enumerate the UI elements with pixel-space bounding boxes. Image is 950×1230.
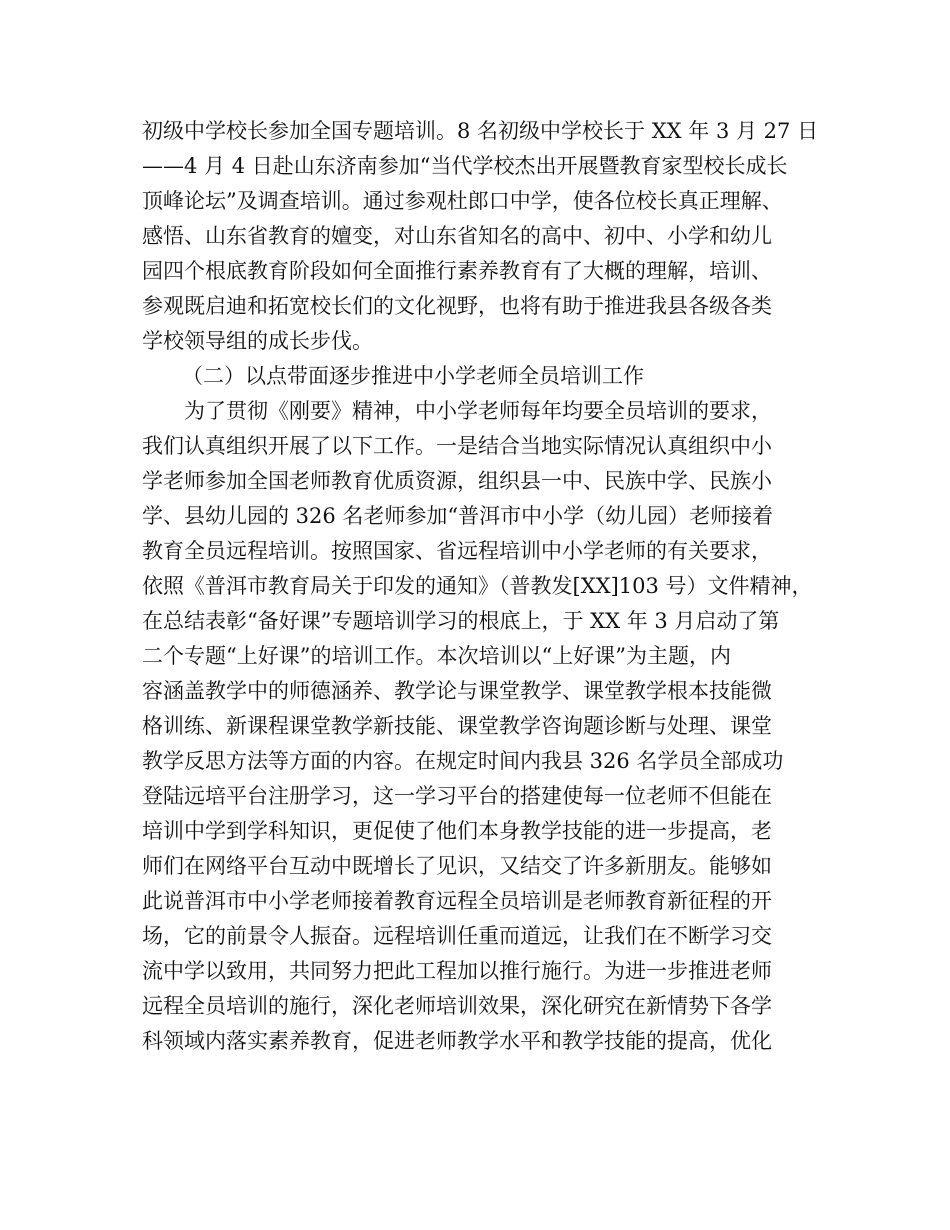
text-line: 培训中学到学科知识，更促使了他们本身教学技能的进一步提高，老 (142, 819, 772, 843)
text-line: 我们认真组织开展了以下工作。一是结合当地实际情况认真组织中小 (142, 434, 772, 458)
text-line: 教学反思方法等方面的内容。在规定时间内我县 326 名学员全部成功 (142, 749, 784, 773)
text-line: 远程全员培训的施行，深化老师培训效果，深化研究在新情势下各学 (142, 994, 772, 1018)
text-line: 学、县幼儿园的 326 名老师参加“普洱市中小学（幼儿园）老师接着 (142, 504, 774, 528)
text-line: 格训练、新课程课堂教学新技能、课堂教学咨询题诊断与处理、课堂 (142, 714, 772, 738)
text-line: 依照《普洱市教育局关于印发的通知》（普教发[XX]103 号）文件精神， (142, 574, 813, 598)
text-line: 师们在网络平台互动中既增长了见识，又结交了许多新朋友。能够如 (142, 854, 772, 878)
text-line: 学校领导组的成长步伐。 (142, 329, 373, 353)
text-line: 学老师参加全国老师教育优质资源，组织县一中、民族中学、民族小 (142, 469, 772, 493)
text-line: 教育全员远程培训。按照国家、省远程培训中小学老师的有关要求， (142, 539, 772, 563)
text-line: 园四个根底教育阶段如何全面推行素养教育有了大概的理解，培训、 (142, 259, 772, 283)
text-line: 登陆远培平台注册学习，这一学习平台的搭建使每一位老师不但能在 (142, 784, 772, 808)
text-line: 二个专题“上好课”的培训工作。本次培训以“上好课”为主题，内 (142, 644, 731, 668)
text-line: 感悟、山东省教育的嬗变，对山东省知名的高中、初中、小学和幼儿 (142, 224, 772, 248)
text-line: ——4 月 4 日赴山东济南参加“当代学校杰出开展暨教育家型校长成长 (142, 154, 788, 178)
text-line: 顶峰论坛”及调查培训。通过参观杜郎口中学，使各位校长真正理解、 (142, 189, 783, 213)
paragraph-start: 为了贯彻《刚要》精神，中小学老师每年均要全员培训的要求， (184, 399, 772, 423)
text-line: 此说普洱市中小学老师接着教育远程全员培训是老师教育新征程的开 (142, 889, 772, 913)
text-line: 流中学以致用，共同努力把此工程加以推行施行。为进一步推进老师 (142, 959, 772, 983)
section-heading: （二）以点带面逐步推进中小学老师全员培训工作 (182, 364, 644, 388)
text-line: 科领域内落实素养教育，促进老师教学水平和教学技能的提高，优化 (142, 1029, 772, 1053)
text-line: 容涵盖教学中的师德涵养、教学论与课堂教学、课堂教学根本技能微 (142, 679, 772, 703)
text-line: 场，它的前景令人振奋。远程培训任重而道远，让我们在不断学习交 (142, 924, 772, 948)
text-line: 初级中学校长参加全国专题培训。8 名初级中学校长于 XX 年 3 月 27 日 (142, 119, 819, 143)
text-line: 在总结表彰“备好课”专题培训学习的根底上，于 XX 年 3 月启动了第 (142, 609, 780, 633)
text-line: 参观既启迪和拓宽校长们的文化视野，也将有助于推进我县各级各类 (142, 294, 772, 318)
